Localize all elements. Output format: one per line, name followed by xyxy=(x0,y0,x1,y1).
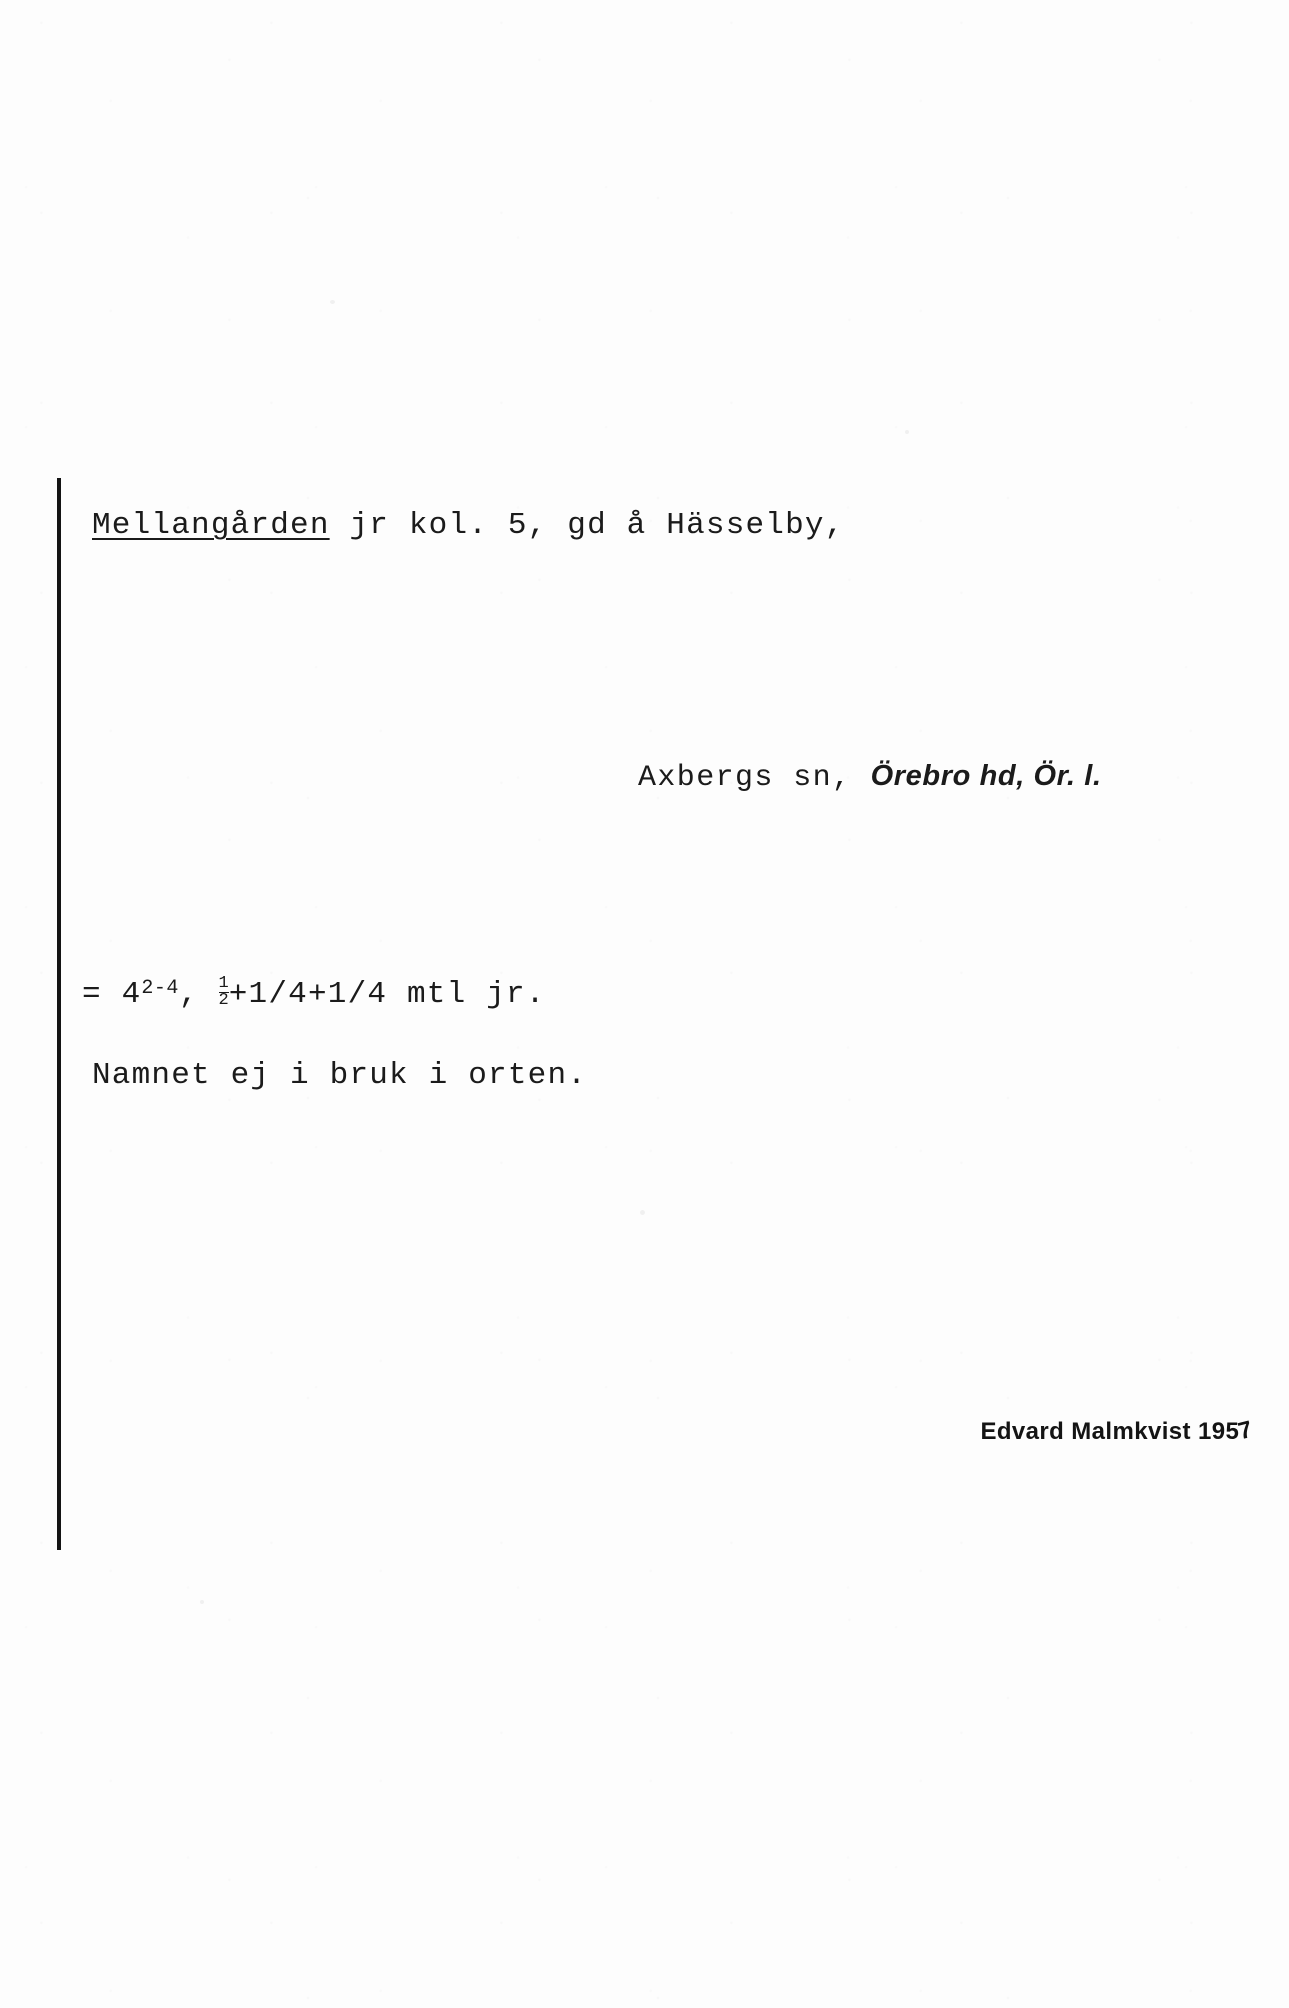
fraction-one-half xyxy=(219,976,229,1009)
assessment-prefix: = xyxy=(82,977,122,1013)
signature-year: 195 xyxy=(1198,1418,1240,1445)
parish-name: Axbergs sn, xyxy=(638,761,852,795)
signature xyxy=(980,1415,1256,1446)
fraction-numerator: 1 xyxy=(218,974,229,993)
signature-name: Edvard Malmkvist xyxy=(980,1418,1191,1445)
headword: Mellangården xyxy=(92,508,330,543)
assessment-line xyxy=(82,975,546,1012)
fraction-denominator: 2 xyxy=(218,991,229,1011)
signature-year-last-digit: 7 xyxy=(1235,1415,1256,1446)
note-line: Namnet ej i bruk i orten. xyxy=(92,1058,588,1093)
assessment-base: 4 xyxy=(121,977,142,1013)
assessment-comma: , xyxy=(178,977,219,1013)
headword-line xyxy=(92,508,845,543)
assessment-rest: +1/4+1/4 mtl jr. xyxy=(228,977,546,1013)
headword-suffix: jr kol. 5, gd å Hässelby, xyxy=(329,508,845,543)
administrative-division: Örebro hd, Ör. l. xyxy=(870,760,1102,792)
assessment-superscript: 2-4 xyxy=(141,977,179,1001)
place-line xyxy=(638,760,1102,795)
